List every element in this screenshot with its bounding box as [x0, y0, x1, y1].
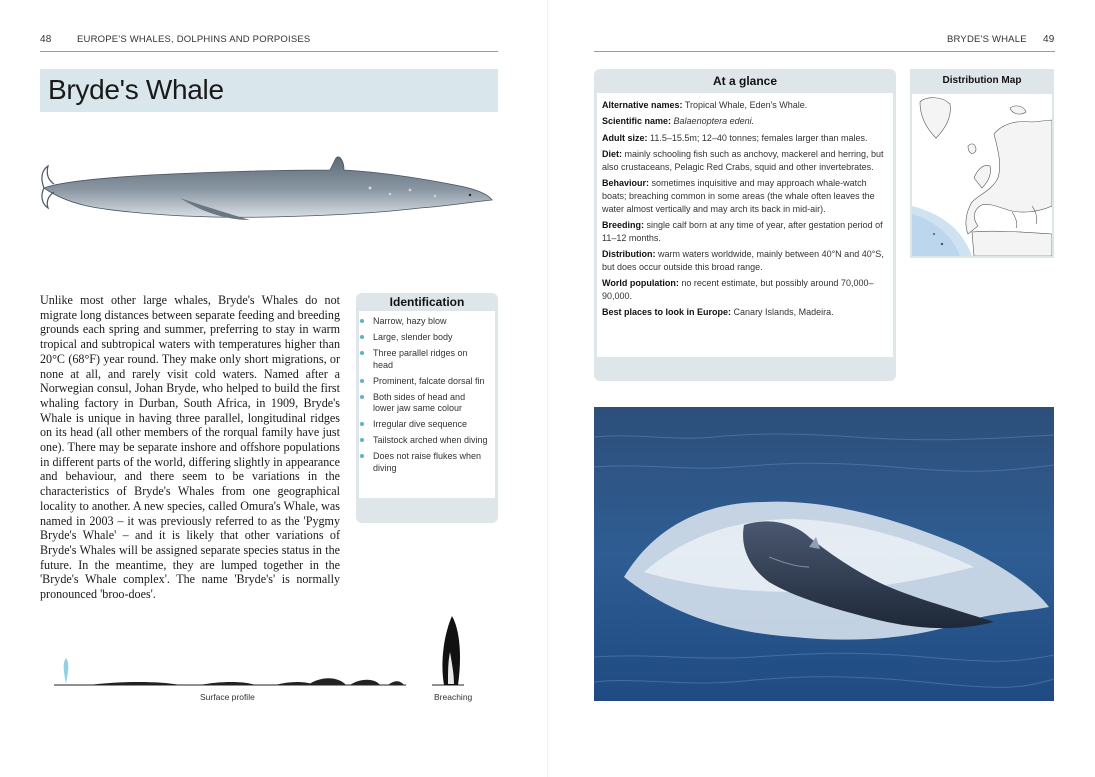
fact-text: Balaenoptera edeni.	[673, 116, 755, 127]
left-header-rule	[40, 51, 498, 52]
distribution-map-heading: Distribution Map	[942, 75, 1022, 86]
fact-label: Diet:	[602, 148, 622, 159]
fact-text: warm waters worldwide, mainly between 40°N and 40°S, but does occur outside this broad range.	[602, 248, 884, 272]
fact-label: Distribution:	[602, 248, 656, 259]
at-a-glance-panel	[597, 93, 893, 357]
fact-text: single calf born at any time of year, after gestation period of 11–12 months.	[602, 219, 883, 243]
at-a-glance-heading: At a glance	[712, 74, 778, 88]
surface-profile-illustration	[50, 612, 470, 690]
fact-label: World population:	[602, 278, 679, 289]
left-running-head: EUROPE'S WHALES, DOLPHINS AND PORPOISES	[77, 34, 311, 45]
whale-photo	[594, 407, 1054, 701]
fact-text: sometimes inquisitive and may approach whale-watch boats; breaching common in some areas (the whale often leaves the water almost vertically and may arch its back in mid-air).	[602, 177, 875, 214]
identification-heading: Identification	[389, 295, 465, 309]
identification-box	[356, 293, 498, 523]
fact-row	[602, 219, 887, 245]
fact-row	[602, 306, 887, 319]
right-running-head: BRYDE'S WHALE	[947, 34, 1027, 45]
fact-row	[602, 248, 887, 274]
identification-item: Large, slender body	[369, 332, 489, 344]
at-a-glance-box	[594, 69, 896, 381]
identification-list	[359, 311, 495, 474]
whale-illustration	[40, 148, 500, 228]
identification-item: Irregular dive sequence	[369, 419, 489, 431]
fact-label: Best places to look in Europe:	[602, 307, 732, 318]
species-title-box	[40, 69, 498, 112]
fact-label: Adult size:	[602, 132, 648, 143]
identification-item: Narrow, hazy blow	[369, 316, 489, 328]
identification-item: Does not raise flukes when diving	[369, 451, 489, 474]
fact-text: no recent estimate, but possibly around 70,000–90,000.	[602, 278, 874, 301]
distribution-map	[912, 94, 1052, 256]
right-header-rule	[594, 51, 1055, 52]
fact-row	[602, 115, 887, 128]
fact-label: Alternative names:	[602, 100, 683, 110]
right-page-number: 49	[1043, 34, 1055, 45]
fact-row	[602, 99, 887, 112]
surface-profile-caption: Surface profile	[200, 692, 255, 702]
identification-item: Prominent, falcate dorsal fin	[369, 376, 489, 388]
fact-row	[602, 277, 887, 303]
species-title: Bryde's Whale	[48, 74, 224, 105]
identification-item: Tailstock arched when diving	[369, 435, 489, 447]
breaching-caption: Breaching	[434, 692, 473, 702]
species-description: Unlike most other large whales, Bryde's Whales do not migrate long distances between separate feeding and breeding grounds each spring and summer, preferring to stay in warm tropical and subtropical waters with temperatures higher than 20°C (68°F) year round. They make only short migrations, or none at all, and rarely visit cold waters. Named after a Norwegian consul, Johan Bryde, who helped to build the first whaling factory in Durban, South Africa, in 1909, Bryde's Whale is unique in having three parallel, longitudinal ridges on its head (all other members of the rorqual family have just one). There may be separate inshore and offshore populations in different parts of the world, differing slightly in appearance and behaviour, and there seem to be variations in the characteristics of Bryde's Whales from one geographical locality to another. A new species, called Omura's Whale, was named in 2003 – it was previously referred to as the 'Pygmy Bryde's Whale' – and it is likely that other variations of Bryde's Whales will be assigned separate species status in the future. In the meantime, they are lumped together in the 'Bryde's Whale complex'. The name 'Bryde's' is normally pronounced 'broo-does'.	[40, 293, 340, 602]
fact-label: Behaviour:	[602, 177, 650, 188]
fact-label: Scientific name:	[602, 116, 672, 127]
fact-text: 11.5–15.5m; 12–40 tonnes; females larger than males.	[650, 132, 868, 143]
fact-label: Breeding:	[602, 219, 645, 230]
left-page-number: 48	[40, 34, 52, 45]
fact-row	[602, 148, 887, 174]
fact-row	[602, 177, 887, 215]
identification-item: Three parallel ridges on head	[369, 348, 489, 371]
fact-text: mainly schooling fish such as anchovy, mackerel and herring, but also crustaceans, Pelagic Red Crabs, squid and other invertebrates.	[602, 148, 884, 172]
identification-panel	[359, 311, 495, 498]
identification-item: Both sides of head and lower jaw same colour	[369, 392, 489, 415]
page-spine	[547, 0, 548, 777]
distribution-map-box	[910, 69, 1054, 258]
fact-row	[602, 132, 887, 145]
fact-text: Canary Islands, Madeira.	[733, 307, 834, 318]
fact-text: Tropical Whale, Eden's Whale.	[684, 100, 808, 110]
